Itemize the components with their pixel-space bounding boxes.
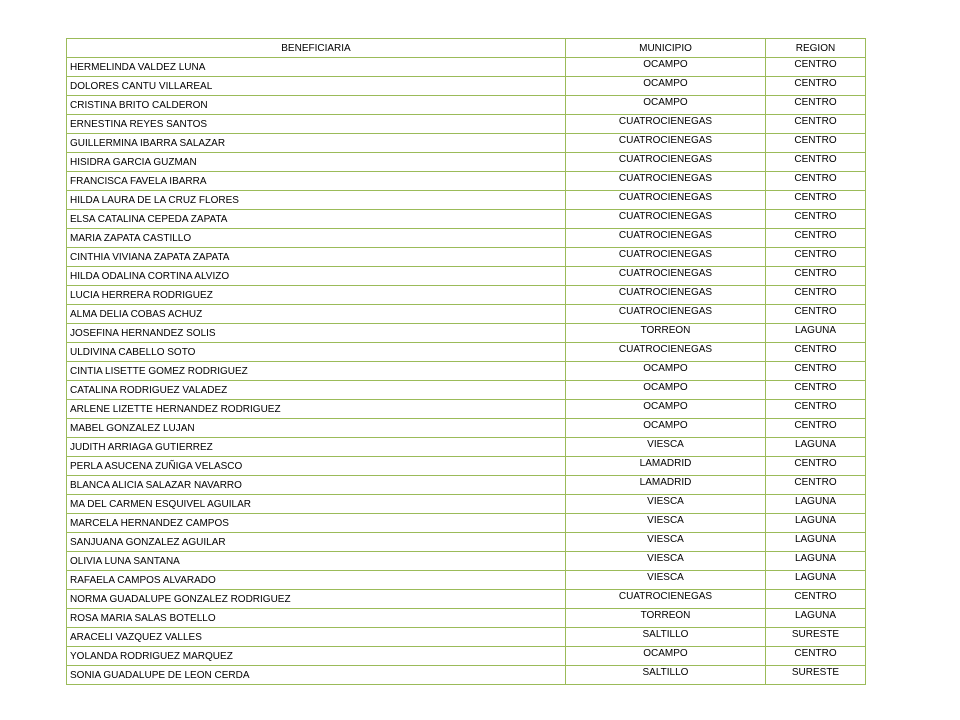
table-row	[67, 666, 866, 685]
municipio-cell: CUATROCIENEGAS	[566, 172, 766, 191]
beneficiary-name-cell: NORMA GUADALUPE GONZALEZ RODRIGUEZ	[67, 590, 566, 609]
table-row	[67, 514, 866, 533]
municipio-cell: LAMADRID	[566, 457, 766, 476]
region-cell: CENTRO	[766, 229, 866, 248]
municipio-cell: CUATROCIENEGAS	[566, 248, 766, 267]
municipio-cell: TORREON	[566, 324, 766, 343]
region-cell: LAGUNA	[766, 438, 866, 457]
municipio-cell: CUATROCIENEGAS	[566, 590, 766, 609]
region-cell: CENTRO	[766, 286, 866, 305]
region-cell: CENTRO	[766, 400, 866, 419]
header-row	[67, 39, 866, 58]
municipio-cell: LAMADRID	[566, 476, 766, 495]
municipio-cell: OCAMPO	[566, 77, 766, 96]
municipio-cell: CUATROCIENEGAS	[566, 191, 766, 210]
region-cell: CENTRO	[766, 381, 866, 400]
table-row	[67, 552, 866, 571]
municipio-cell: CUATROCIENEGAS	[566, 210, 766, 229]
header-beneficiaria: BENEFICIARIA	[67, 39, 566, 58]
municipio-cell: CUATROCIENEGAS	[566, 153, 766, 172]
table-row	[67, 248, 866, 267]
beneficiary-name-cell: BLANCA ALICIA SALAZAR NAVARRO	[67, 476, 566, 495]
beneficiary-name-cell: SONIA GUADALUPE DE LEON CERDA	[67, 666, 566, 685]
beneficiary-name-cell: ELSA CATALINA CEPEDA ZAPATA	[67, 210, 566, 229]
beneficiary-name-cell: CINTIA LISETTE GOMEZ RODRIGUEZ	[67, 362, 566, 381]
table-row	[67, 647, 866, 666]
municipio-cell: CUATROCIENEGAS	[566, 305, 766, 324]
table-row	[67, 419, 866, 438]
region-cell: CENTRO	[766, 305, 866, 324]
region-cell: LAGUNA	[766, 552, 866, 571]
region-cell: CENTRO	[766, 457, 866, 476]
table-row	[67, 628, 866, 647]
region-cell: CENTRO	[766, 153, 866, 172]
table-row	[67, 153, 866, 172]
table-row	[67, 229, 866, 248]
beneficiary-name-cell: OLIVIA LUNA SANTANA	[67, 552, 566, 571]
table-row	[67, 58, 866, 77]
table-row	[67, 77, 866, 96]
table-row	[67, 381, 866, 400]
municipio-cell: TORREON	[566, 609, 766, 628]
beneficiary-name-cell: MARIA ZAPATA CASTILLO	[67, 229, 566, 248]
municipio-cell: VIESCA	[566, 438, 766, 457]
region-cell: LAGUNA	[766, 571, 866, 590]
municipio-cell: VIESCA	[566, 533, 766, 552]
municipio-cell: CUATROCIENEGAS	[566, 286, 766, 305]
beneficiary-name-cell: JOSEFINA HERNANDEZ SOLIS	[67, 324, 566, 343]
region-cell: CENTRO	[766, 476, 866, 495]
region-cell: CENTRO	[766, 248, 866, 267]
municipio-cell: VIESCA	[566, 514, 766, 533]
beneficiary-name-cell: ERNESTINA REYES SANTOS	[67, 115, 566, 134]
region-cell: LAGUNA	[766, 495, 866, 514]
table-row	[67, 609, 866, 628]
table-row	[67, 115, 866, 134]
municipio-cell: CUATROCIENEGAS	[566, 343, 766, 362]
region-cell: LAGUNA	[766, 609, 866, 628]
table-row	[67, 324, 866, 343]
municipio-cell: OCAMPO	[566, 96, 766, 115]
municipio-cell: VIESCA	[566, 495, 766, 514]
table-row	[67, 210, 866, 229]
region-cell: CENTRO	[766, 115, 866, 134]
beneficiary-name-cell: RAFAELA CAMPOS ALVARADO	[67, 571, 566, 590]
table-row	[67, 172, 866, 191]
municipio-cell: CUATROCIENEGAS	[566, 134, 766, 153]
beneficiary-name-cell: MABEL GONZALEZ LUJAN	[67, 419, 566, 438]
beneficiary-name-cell: MA DEL CARMEN ESQUIVEL AGUILAR	[67, 495, 566, 514]
region-cell: CENTRO	[766, 647, 866, 666]
municipio-cell: OCAMPO	[566, 400, 766, 419]
beneficiary-name-cell: ROSA MARIA SALAS BOTELLO	[67, 609, 566, 628]
region-cell: SURESTE	[766, 628, 866, 647]
table-row	[67, 191, 866, 210]
region-cell: SURESTE	[766, 666, 866, 685]
municipio-cell: OCAMPO	[566, 419, 766, 438]
region-cell: CENTRO	[766, 210, 866, 229]
table-row	[67, 495, 866, 514]
beneficiary-name-cell: ARACELI VAZQUEZ VALLES	[67, 628, 566, 647]
table-row	[67, 590, 866, 609]
region-cell: CENTRO	[766, 191, 866, 210]
table-row	[67, 305, 866, 324]
beneficiary-name-cell: SANJUANA GONZALEZ AGUILAR	[67, 533, 566, 552]
table-row	[67, 533, 866, 552]
beneficiary-name-cell: HILDA LAURA DE LA CRUZ FLORES	[67, 191, 566, 210]
municipio-cell: OCAMPO	[566, 647, 766, 666]
header-region: REGION	[766, 39, 866, 58]
municipio-cell: SALTILLO	[566, 628, 766, 647]
beneficiary-name-cell: ULDIVINA CABELLO SOTO	[67, 343, 566, 362]
region-cell: CENTRO	[766, 77, 866, 96]
header-municipio: MUNICIPIO	[566, 39, 766, 58]
region-cell: CENTRO	[766, 96, 866, 115]
region-cell: CENTRO	[766, 172, 866, 191]
region-cell: CENTRO	[766, 343, 866, 362]
beneficiary-name-cell: HERMELINDA VALDEZ LUNA	[67, 58, 566, 77]
table-row	[67, 343, 866, 362]
beneficiary-name-cell: JUDITH ARRIAGA GUTIERREZ	[67, 438, 566, 457]
municipio-cell: OCAMPO	[566, 362, 766, 381]
beneficiary-name-cell: FRANCISCA FAVELA IBARRA	[67, 172, 566, 191]
region-cell: LAGUNA	[766, 324, 866, 343]
beneficiary-name-cell: HILDA ODALINA CORTINA ALVIZO	[67, 267, 566, 286]
table-row	[67, 286, 866, 305]
beneficiary-name-cell: CINTHIA VIVIANA ZAPATA ZAPATA	[67, 248, 566, 267]
table-row	[67, 476, 866, 495]
beneficiaries-table	[66, 38, 866, 685]
beneficiary-name-cell: CATALINA RODRIGUEZ VALADEZ	[67, 381, 566, 400]
table-row	[67, 457, 866, 476]
region-cell: CENTRO	[766, 267, 866, 286]
municipio-cell: OCAMPO	[566, 58, 766, 77]
beneficiary-name-cell: ARLENE LIZETTE HERNANDEZ RODRIGUEZ	[67, 400, 566, 419]
table-row	[67, 96, 866, 115]
table-row	[67, 362, 866, 381]
municipio-cell: SALTILLO	[566, 666, 766, 685]
table-row	[67, 438, 866, 457]
region-cell: CENTRO	[766, 419, 866, 438]
municipio-cell: VIESCA	[566, 552, 766, 571]
region-cell: CENTRO	[766, 362, 866, 381]
municipio-cell: VIESCA	[566, 571, 766, 590]
region-cell: CENTRO	[766, 134, 866, 153]
municipio-cell: CUATROCIENEGAS	[566, 229, 766, 248]
beneficiary-name-cell: ALMA DELIA COBAS ACHUZ	[67, 305, 566, 324]
beneficiary-name-cell: MARCELA HERNANDEZ CAMPOS	[67, 514, 566, 533]
table-row	[67, 571, 866, 590]
region-cell: CENTRO	[766, 58, 866, 77]
table-row	[67, 400, 866, 419]
region-cell: CENTRO	[766, 590, 866, 609]
table-row	[67, 134, 866, 153]
municipio-cell: OCAMPO	[566, 381, 766, 400]
beneficiary-name-cell: DOLORES CANTU VILLAREAL	[67, 77, 566, 96]
beneficiary-name-cell: LUCIA HERRERA RODRIGUEZ	[67, 286, 566, 305]
municipio-cell: CUATROCIENEGAS	[566, 115, 766, 134]
beneficiary-name-cell: PERLA ASUCENA ZUÑIGA VELASCO	[67, 457, 566, 476]
beneficiary-name-cell: HISIDRA GARCIA GUZMAN	[67, 153, 566, 172]
beneficiary-name-cell: YOLANDA RODRIGUEZ MARQUEZ	[67, 647, 566, 666]
region-cell: LAGUNA	[766, 533, 866, 552]
beneficiary-name-cell: CRISTINA BRITO CALDERON	[67, 96, 566, 115]
beneficiary-name-cell: GUILLERMINA IBARRA SALAZAR	[67, 134, 566, 153]
municipio-cell: CUATROCIENEGAS	[566, 267, 766, 286]
table-row	[67, 267, 866, 286]
region-cell: LAGUNA	[766, 514, 866, 533]
